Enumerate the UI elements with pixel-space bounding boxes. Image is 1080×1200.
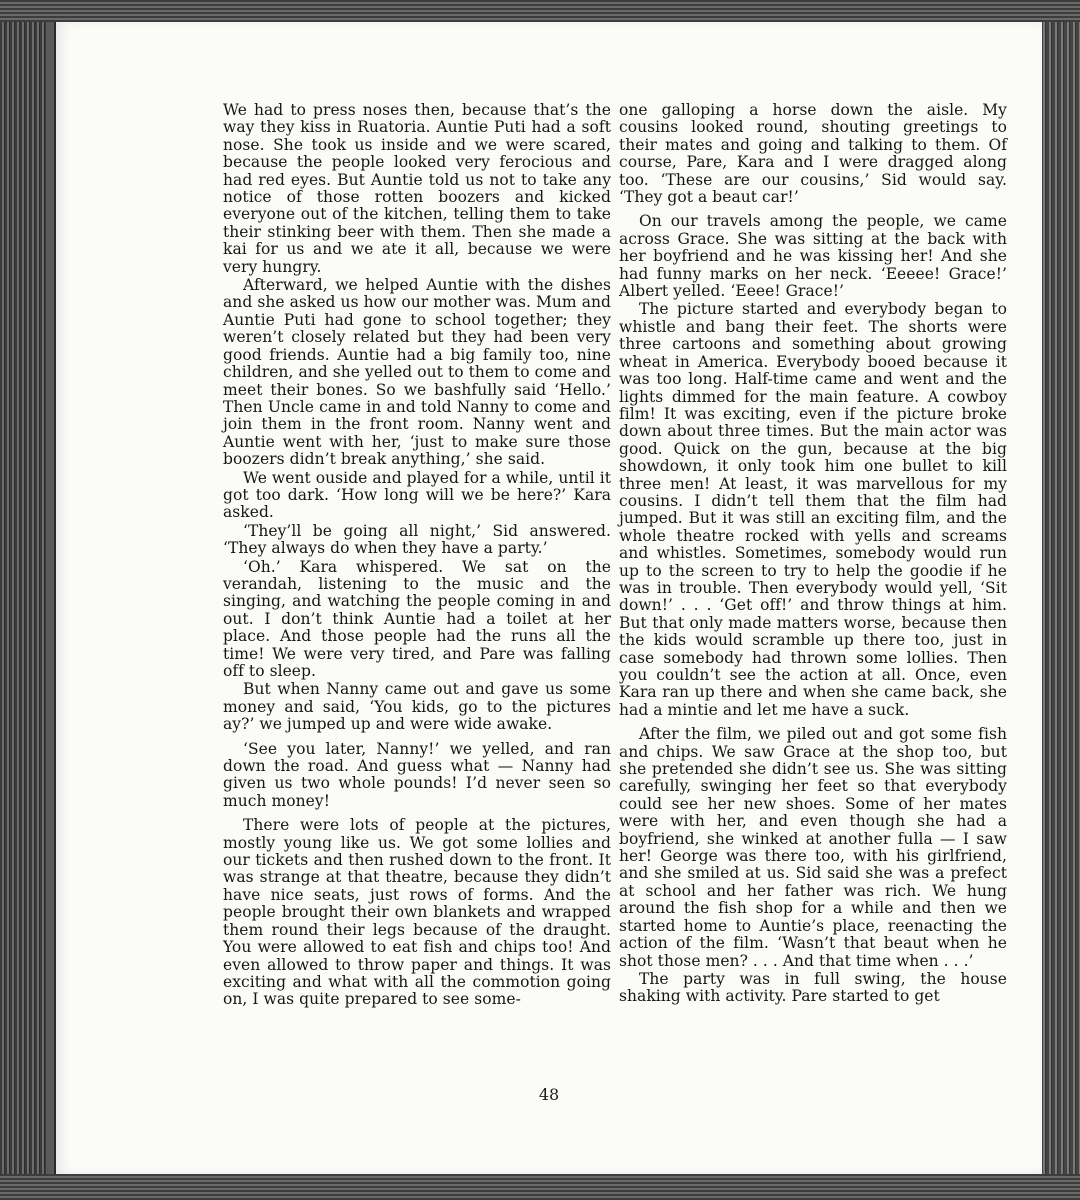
paragraph: ‘Oh.’ Kara whispered. We sat on the verandah, listening to the music and the singing, and watching the people coming in and out. I don’t think Auntie had a toilet at her place. And those people had the runs all the time! We were very tired, and Pare was falling off to sleep. — [223, 557, 611, 680]
scan-edge-left — [0, 0, 46, 1200]
paragraph: The picture started and everybody began to whistle and bang their feet. The shorts were three cartoons and something about growing wheat in America. Everybody booed because it was too long. Half-time came and went and the lights dimmed for the main feature. A cowboy film! It was exciting, even if the picture broke down about three times. But the main actor was good. Quick on the gun, because at the big showdown, it only took him one bullet to kill three men! At least, it was marvellous for my cousins. I didn’t tell them that the film had jumped. But it was still an exciting film, and the whole theatre rocked with yells and screams and whistles. Sometimes, somebody would run up to the screen to try to help the goodie if he was in trouble. Then everybody would yell, ‘Sit down!’ . . . ‘Get off!’ and throw things at him. But that only made matters worse, because then the kids would scramble up there too, just in case somebody had thrown some lollies. Then you couldn’t see the action at all. Once, even Kara ran up there and when she came back, she had a mintie and let me have a suck. — [619, 300, 1007, 719]
right-text-column — [619, 102, 1007, 1007]
paragraph: ‘See you later, Nanny!’ we yelled, and ran down the road. And guess what — Nanny had given us two whole pounds! I’d never seen so much money! — [223, 739, 611, 810]
paragraph: one galloping a horse down the aisle. My cousins looked round, shouting greetings to their mates and going and talking to them. Of course, Pare, Kara and I were dragged along too. ‘These are our cousins,’ Sid would say. ‘They got a beaut car!’ — [619, 101, 1007, 207]
paragraph: We had to press noses then, because that’s the way they kiss in Ruatoria. Auntie Puti had a soft nose. She took us inside and we were scared, because the people looked very ferocious and had red eyes. But Auntie told us not to take any notice of those rotten boozers and kicked everyone out of the kitchen, telling them to take their stinking beer with them. Then she made a kai for us and we ate it all, because we were very hungry. — [223, 101, 611, 276]
paragraph: ‘They’ll be going all night,’ Sid answered. ‘They always do when they have a party.’ — [223, 521, 611, 558]
left-text-column — [223, 102, 611, 1010]
paragraph: But when Nanny came out and gave us some money and said, ‘You kids, go to the pictures ay?’ we jumped up and were wide awake. — [223, 680, 611, 734]
scan-edge-bottom — [0, 1174, 1080, 1200]
scan-edge-right — [1040, 0, 1080, 1200]
book-page — [54, 22, 1042, 1174]
paragraph: The party was in full swing, the house shaking with activity. Pare started to get — [619, 969, 1007, 1006]
paragraph: We went ouside and played for a while, until it got too dark. ‘How long will we be here?’ Kara asked. — [223, 468, 611, 522]
paragraph: After the film, we piled out and got some fish and chips. We saw Grace at the shop too, but she pretended she didn’t see us. She was sitting carefully, swinging her feet so that everybody could see her new shoes. Some of her mates were with her, and even though she had a boyfriend, she winked at another fulla — I saw her! George was there too, with his girlfriend, and she smiled at us. Sid said she was a prefect at school and her father was rich. We hung around the fish shop for a while and then we started home to Auntie’s place, reenacting the action of the film. ‘Wasn’t that beaut when he shot those men? . . . And that time when . . .’ — [619, 725, 1007, 970]
paragraph: On our travels among the people, we came across Grace. She was sitting at the back with her boyfriend and he was kissing her! And she had funny marks on her neck. ‘Eeeee! Grace!’ Albert yelled. ‘Eeee! Grace!’ — [619, 212, 1007, 301]
page-number: 48 — [538, 1085, 560, 1104]
paragraph: Afterward, we helped Auntie with the dishes and she asked us how our mother was. Mum and Auntie Puti had gone to school together; they weren’t closely related but they had been very good friends. Auntie had a big family too, nine children, and she yelled out to them to come and meet their bones. So we bashfully said ‘Hello.’ Then Uncle came in and told Nanny to come and join them in the front room. Nanny went and Auntie went with her, ‘just to make sure those boozers didn’t break anything,’ she said. — [223, 276, 611, 469]
scan-edge-top — [0, 0, 1080, 22]
paragraph: There were lots of people at the pictures, mostly young like us. We got some lollies and our tickets and then rushed down to the front. It was strange at that theatre, because they didn’t have nice seats, just rows of forms. And the people brought their own blankets and wrapped them round their legs because of the draught. You were allowed to eat fish and chips too! And even allowed to throw paper and things. It was exciting and what with all the commotion going on, I was quite prepared to see some- — [223, 816, 611, 1009]
